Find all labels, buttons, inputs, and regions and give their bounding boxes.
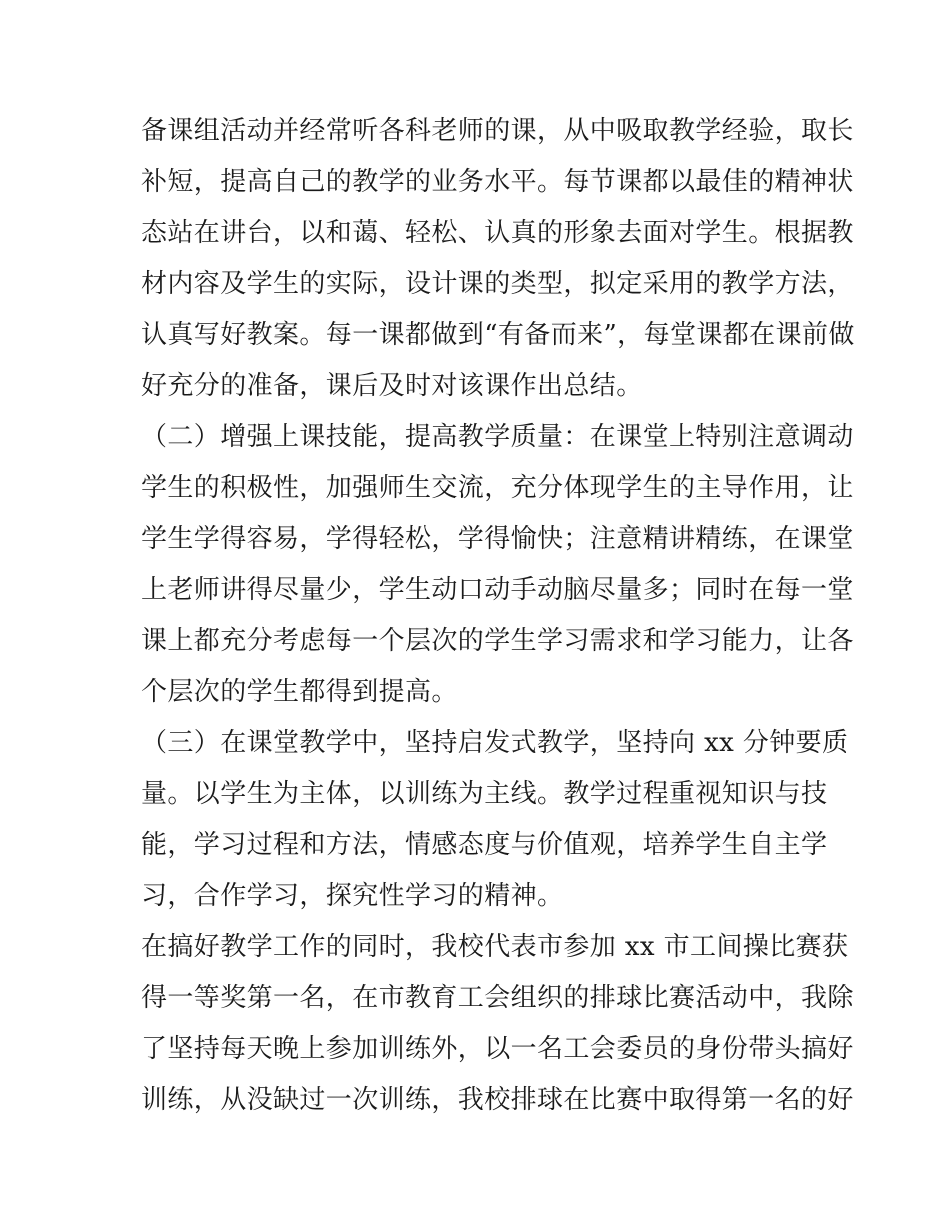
text-line: （三）在课堂教学中，坚持启发式教学，坚持向 xx 分钟要质 [141, 728, 849, 758]
text-line: 在搞好教学工作的同时，我校代表市参加 xx 市工间操比赛获 [141, 932, 849, 962]
text-line: 学生学得容易，学得轻松，学得愉快；注意精讲精练，在课堂 [141, 524, 854, 554]
text-line: 学生的积极性，加强师生交流，充分体现学生的主导作用，让 [141, 473, 854, 503]
text-line: （二）增强上课技能，提高教学质量：在课堂上特别注意调动 [141, 422, 854, 452]
paragraph-p4 [141, 922, 854, 1126]
text-line: 课上都充分考虑每一个层次的学生学习需求和学习能力，让各 [141, 626, 854, 656]
text-line: 上老师讲得尽量少，学生动口动手动脑尽量多；同时在每一堂 [141, 575, 854, 605]
text-line: 习，合作学习，探究性学习的精神。 [141, 881, 564, 911]
text-line: 能，学习过程和方法，情感态度与价值观，培养学生自主学 [141, 830, 828, 860]
text-line: 补短，提高自己的教学的业务水平。每节课都以最佳的精神状 [141, 167, 854, 197]
text-line: 材内容及学生的实际，设计课的类型，拟定采用的教学方法， [141, 269, 854, 299]
paragraph-p1 [141, 106, 855, 412]
paragraph-p2 [141, 412, 854, 718]
text-line: 认真写好教案。每一课都做到“有备而来”，每堂课都在课前做 [141, 320, 855, 350]
text-line: 好充分的准备，课后及时对该课作出总结。 [141, 371, 643, 401]
text-line: 态站在讲台，以和蔼、轻松、认真的形象去面对学生。根据教 [141, 218, 854, 248]
text-line: 备课组活动并经常听各科老师的课，从中吸取教学经验，取长 [141, 116, 854, 146]
text-line: 得一等奖第一名，在市教育工会组织的排球比赛活动中，我除 [141, 983, 854, 1013]
text-line: 训练，从没缺过一次训练，我校排球在比赛中取得第一名的好 [141, 1085, 854, 1115]
text-line: 量。以学生为主体，以训练为主线。教学过程重视知识与技 [141, 779, 828, 809]
text-line: 个层次的学生都得到提高。 [141, 677, 458, 707]
text-line: 了坚持每天晚上参加训练外，以一名工会委员的身份带头搞好 [141, 1034, 854, 1064]
document-body [141, 106, 855, 1126]
paragraph-p3 [141, 718, 849, 922]
